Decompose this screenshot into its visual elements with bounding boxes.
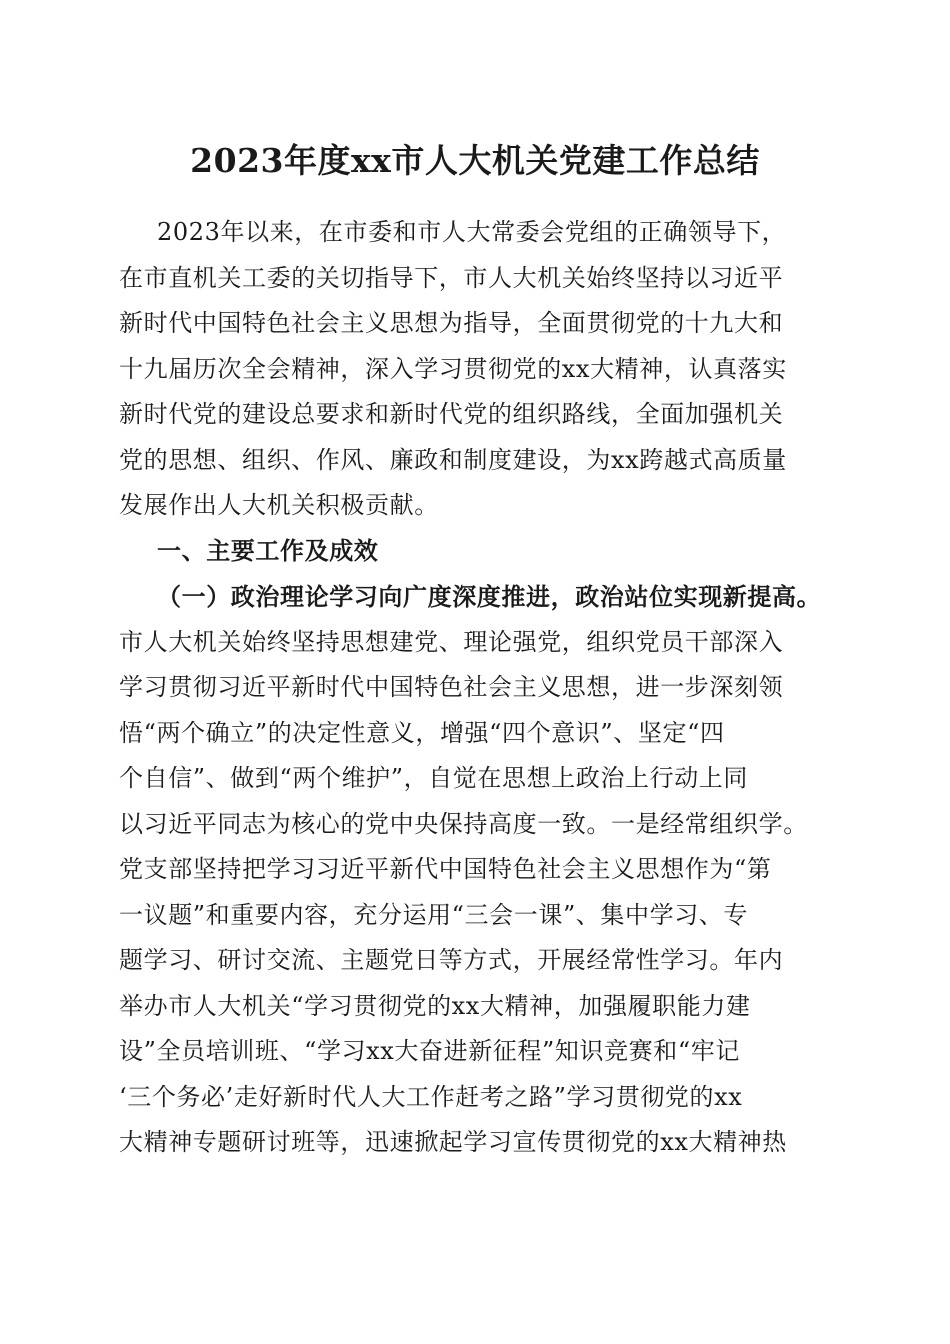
intro-line: 新时代中国特色社会主义思想为指导，全面贯彻党的十九大和 [119,309,784,337]
body-line: ‘三个务必’走好新时代人大工作赶考之路”学习贯彻党的xx [119,1082,743,1111]
body-line: 举办市人大机关“学习贯彻党的xx大精神，加强履职能力建 [119,991,751,1020]
body-line: 党支部坚持把学习习近平新代中国特色社会主义思想作为“第 [119,855,772,883]
subsection-heading: （一）政治理论学习向广度深度推进，政治站位实现新提高。 [157,582,822,611]
intro-line: 2023年以来，在市委和市人大常委会党组的正确领导下， [157,218,787,246]
document-title: 2023年度xx市人大机关党建工作总结 [190,141,760,180]
intro-line: 十九届历次全会精神，深入学习贯彻党的xx大精神，认真落实 [119,354,787,383]
body-line: 市人大机关始终坚持思想建党、理论强党，组织党员干部深入 [119,627,784,656]
document-body [119,210,839,1166]
body-line: 设”全员培训班、“学习xx大奋进新征程”知识竞赛和“牢记 [119,1037,740,1065]
intro-line: 在市直机关工委的关切指导下，市人大机关始终坚持以习近平 [119,263,784,292]
body-line: 学习贯彻习近平新时代中国特色社会主义思想，进一步深刻领 [119,673,784,701]
body-line: 大精神专题研讨班等，迅速掀起学习宣传贯彻党的xx大精神热 [119,1128,787,1156]
body-line: 一议题”和重要内容，充分运用“三会一课”、集中学习、专 [119,900,749,929]
body-line: 个自信”、做到“两个维护”，自觉在思想上政治上行动上同 [119,764,749,792]
body-line: 题学习、研讨交流、主题党日等方式，开展经常性学习。年内 [119,946,784,974]
intro-line: 党的思想、组织、作风、廉政和制度建设，为xx跨越式高质量 [119,445,787,474]
intro-line: 新时代党的建设总要求和新时代党的组织路线，全面加强机关 [119,400,784,428]
intro-line: 发展作出人大机关积极贡献。 [119,491,439,519]
body-line: 悟“两个确立”的决定性意义，增强“四个意识”、坚定“四 [119,718,725,747]
section-heading: 一、主要工作及成效 [157,536,379,565]
body-line: 以习近平同志为核心的党中央保持高度一致。一是经常组织学。 [119,809,808,838]
